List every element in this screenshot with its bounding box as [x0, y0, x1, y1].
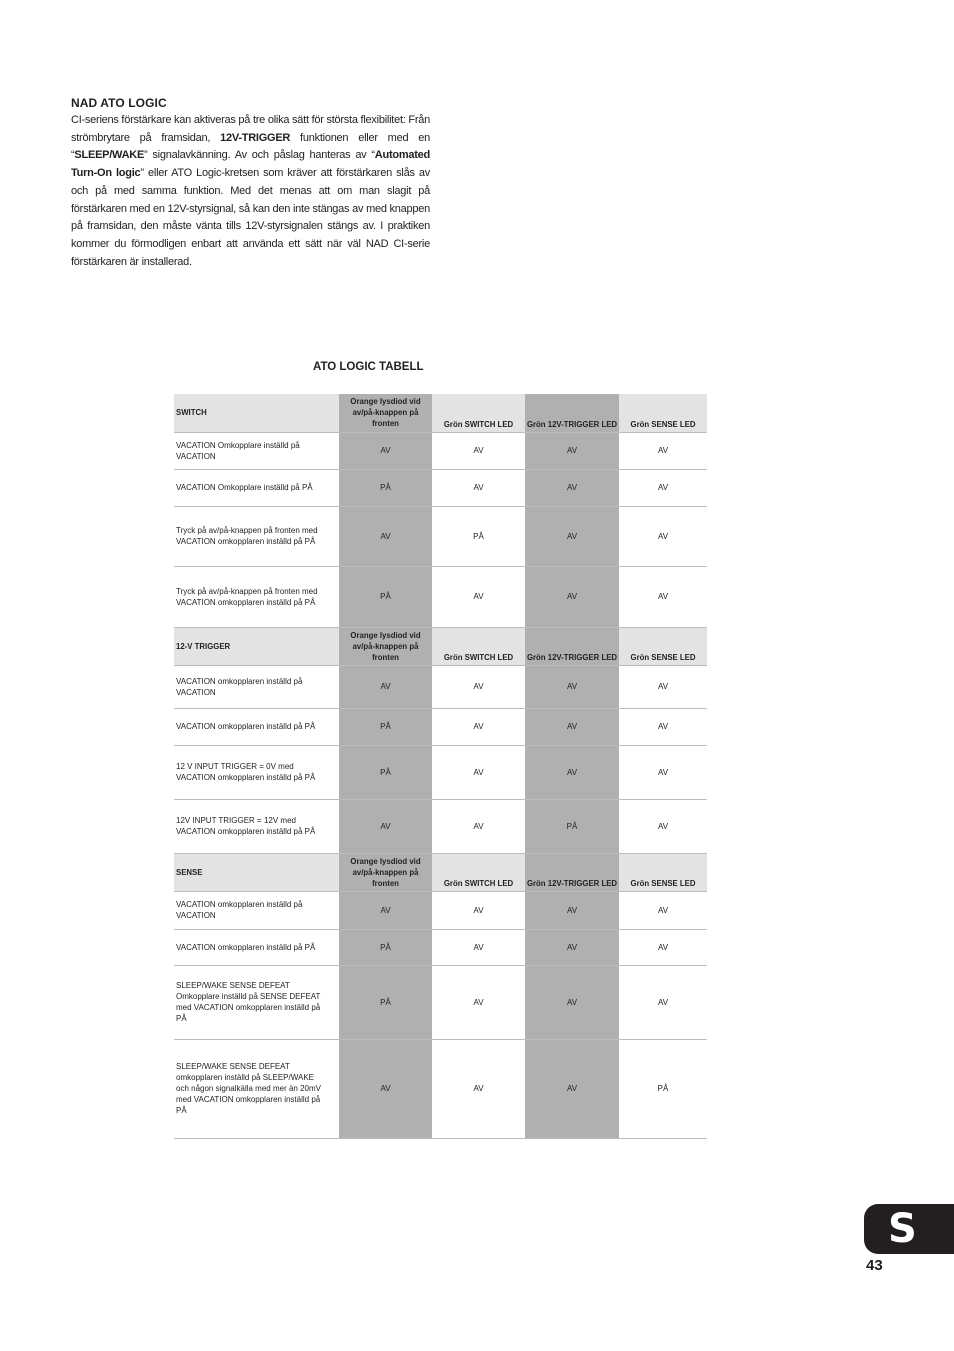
cell-trigger-led: AV: [525, 745, 619, 799]
cell-switch-led: AV: [432, 929, 525, 965]
section-heading: NAD ATO LOGIC: [71, 96, 167, 110]
col-header-orange-led: Orange lysdiod vid av/på-knappen på fronten: [339, 853, 432, 891]
col-header-orange-led: Orange lysdiod vid av/på-knappen på fronten: [339, 394, 432, 432]
cell-orange-led: PÅ: [339, 745, 432, 799]
cell-trigger-led: AV: [525, 708, 619, 745]
col-header-switch-led: Grön SWITCH LED: [432, 394, 525, 432]
cell-sense-led: AV: [619, 799, 707, 853]
col-header-switch-led: Grön SWITCH LED: [432, 627, 525, 665]
table-row: [174, 665, 707, 708]
group-header-row: [174, 853, 707, 891]
row-description: 12V INPUT TRIGGER = 12V med VACATION omkopplaren inställd på PÅ: [174, 799, 339, 853]
cell-trigger-led: AV: [525, 506, 619, 566]
cell-switch-led: AV: [432, 665, 525, 708]
table-title: ATO LOGIC TABELL: [313, 361, 424, 373]
row-description: Tryck på av/på-knappen på fronten med VACATION omkopplaren inställd på PÅ: [174, 566, 339, 627]
cell-sense-led: AV: [619, 432, 707, 469]
col-header-switch-led: Grön SWITCH LED: [432, 853, 525, 891]
cell-orange-led: PÅ: [339, 566, 432, 627]
cell-sense-led: AV: [619, 566, 707, 627]
row-description: SLEEP/WAKE SENSE DEFEAT omkopplaren inställd på SLEEP/WAKE och någon signalkälla med mer än 20mV med VACATION omkopplaren inställd på PÅ: [174, 1039, 339, 1138]
cell-trigger-led: PÅ: [525, 799, 619, 853]
row-description: Tryck på av/på-knappen på fronten med VACATION omkopplaren inställd på PÅ: [174, 506, 339, 566]
row-description: VACATION Omkopplare inställd på VACATION: [174, 432, 339, 469]
cell-orange-led: AV: [339, 432, 432, 469]
cell-sense-led: AV: [619, 665, 707, 708]
cell-trigger-led: AV: [525, 566, 619, 627]
cell-switch-led: AV: [432, 745, 525, 799]
col-header-orange-led: Orange lysdiod vid av/på-knappen på fronten: [339, 627, 432, 665]
col-header-sense-led: Grön SENSE LED: [619, 853, 707, 891]
table-row: [174, 891, 707, 929]
cell-trigger-led: AV: [525, 929, 619, 965]
cell-orange-led: AV: [339, 506, 432, 566]
cell-orange-led: AV: [339, 665, 432, 708]
col-header-trigger-led: Grön 12V-TRIGGER LED: [525, 394, 619, 432]
group-header-row: [174, 394, 707, 432]
cell-switch-led: AV: [432, 432, 525, 469]
cell-switch-led: PÅ: [432, 506, 525, 566]
cell-sense-led: PÅ: [619, 1039, 707, 1138]
cell-trigger-led: AV: [525, 891, 619, 929]
cell-switch-led: AV: [432, 566, 525, 627]
cell-sense-led: AV: [619, 745, 707, 799]
table-row: [174, 708, 707, 745]
cell-sense-led: AV: [619, 469, 707, 506]
col-header-trigger-led: Grön 12V-TRIGGER LED: [525, 853, 619, 891]
page-number: 43: [866, 1257, 883, 1274]
table-row: [174, 745, 707, 799]
row-description: VACATION omkopplaren inställd på PÅ: [174, 708, 339, 745]
cell-switch-led: AV: [432, 965, 525, 1039]
ato-logic-table: [174, 394, 707, 1139]
row-description: 12 V INPUT TRIGGER = 0V med VACATION omkopplaren inställd på PÅ: [174, 745, 339, 799]
cell-orange-led: PÅ: [339, 965, 432, 1039]
table-row: [174, 432, 707, 469]
col-header-sense-led: Grön SENSE LED: [619, 394, 707, 432]
cell-orange-led: PÅ: [339, 708, 432, 745]
row-description: VACATION omkopplaren inställd på VACATION: [174, 891, 339, 929]
cell-trigger-led: AV: [525, 432, 619, 469]
cell-orange-led: AV: [339, 891, 432, 929]
col-header-trigger-led: Grön 12V-TRIGGER LED: [525, 627, 619, 665]
section-body-text: CI-seriens förstärkare kan aktiveras på tre olika sätt för största flexibilitet: Från strömbrytare på framsidan, 12V-TRIGGER funktionen eller med en “SLEEP/WAKE” signalavkänning. Av och påslag hanteras av “Automated Turn-On logic” eller ATO Logic-kretsen som kräver att förstärkaren slås av och på med samma funktion. Med det menas att om man slagit på förstärkaren med en 12V-styrsignal, så kan den inte stängas av med knappen på framsidan, den måste vänta tills 12V-styrsignalen stängs av. I praktiken kommer du förmodligen enbart att använda ett sätt när väl NAD CI-serie förstärkaren är installerad.: [71, 114, 431, 268]
group-label: SENSE: [174, 853, 339, 891]
table-row: [174, 469, 707, 506]
table-row: [174, 965, 707, 1039]
cell-sense-led: AV: [619, 891, 707, 929]
row-description: VACATION Omkopplare inställd på PÅ: [174, 469, 339, 506]
cell-trigger-led: AV: [525, 665, 619, 708]
group-label: SWITCH: [174, 394, 339, 432]
language-tab-letter: S: [888, 1206, 917, 1252]
row-description: VACATION omkopplaren inställd på VACATION: [174, 665, 339, 708]
cell-switch-led: AV: [432, 891, 525, 929]
group-header-row: [174, 627, 707, 665]
group-label: 12-V TRIGGER: [174, 627, 339, 665]
cell-orange-led: AV: [339, 799, 432, 853]
cell-orange-led: AV: [339, 1039, 432, 1138]
cell-sense-led: AV: [619, 506, 707, 566]
row-description: VACATION omkopplaren inställd på PÅ: [174, 929, 339, 965]
cell-switch-led: AV: [432, 799, 525, 853]
cell-sense-led: AV: [619, 708, 707, 745]
cell-switch-led: AV: [432, 1039, 525, 1138]
cell-switch-led: AV: [432, 708, 525, 745]
table-row: [174, 799, 707, 853]
cell-switch-led: AV: [432, 469, 525, 506]
table-row: [174, 929, 707, 965]
cell-trigger-led: AV: [525, 469, 619, 506]
row-description: SLEEP/WAKE SENSE DEFEAT Omkopplare inställd på SENSE DEFEAT med VACATION omkopplaren inställd på PÅ: [174, 965, 339, 1039]
table-row: [174, 566, 707, 627]
cell-trigger-led: AV: [525, 1039, 619, 1138]
col-header-sense-led: Grön SENSE LED: [619, 627, 707, 665]
cell-sense-led: AV: [619, 929, 707, 965]
cell-orange-led: PÅ: [339, 929, 432, 965]
cell-sense-led: AV: [619, 965, 707, 1039]
table-row: [174, 506, 707, 566]
cell-trigger-led: AV: [525, 965, 619, 1039]
cell-orange-led: PÅ: [339, 469, 432, 506]
table-row: [174, 1039, 707, 1138]
